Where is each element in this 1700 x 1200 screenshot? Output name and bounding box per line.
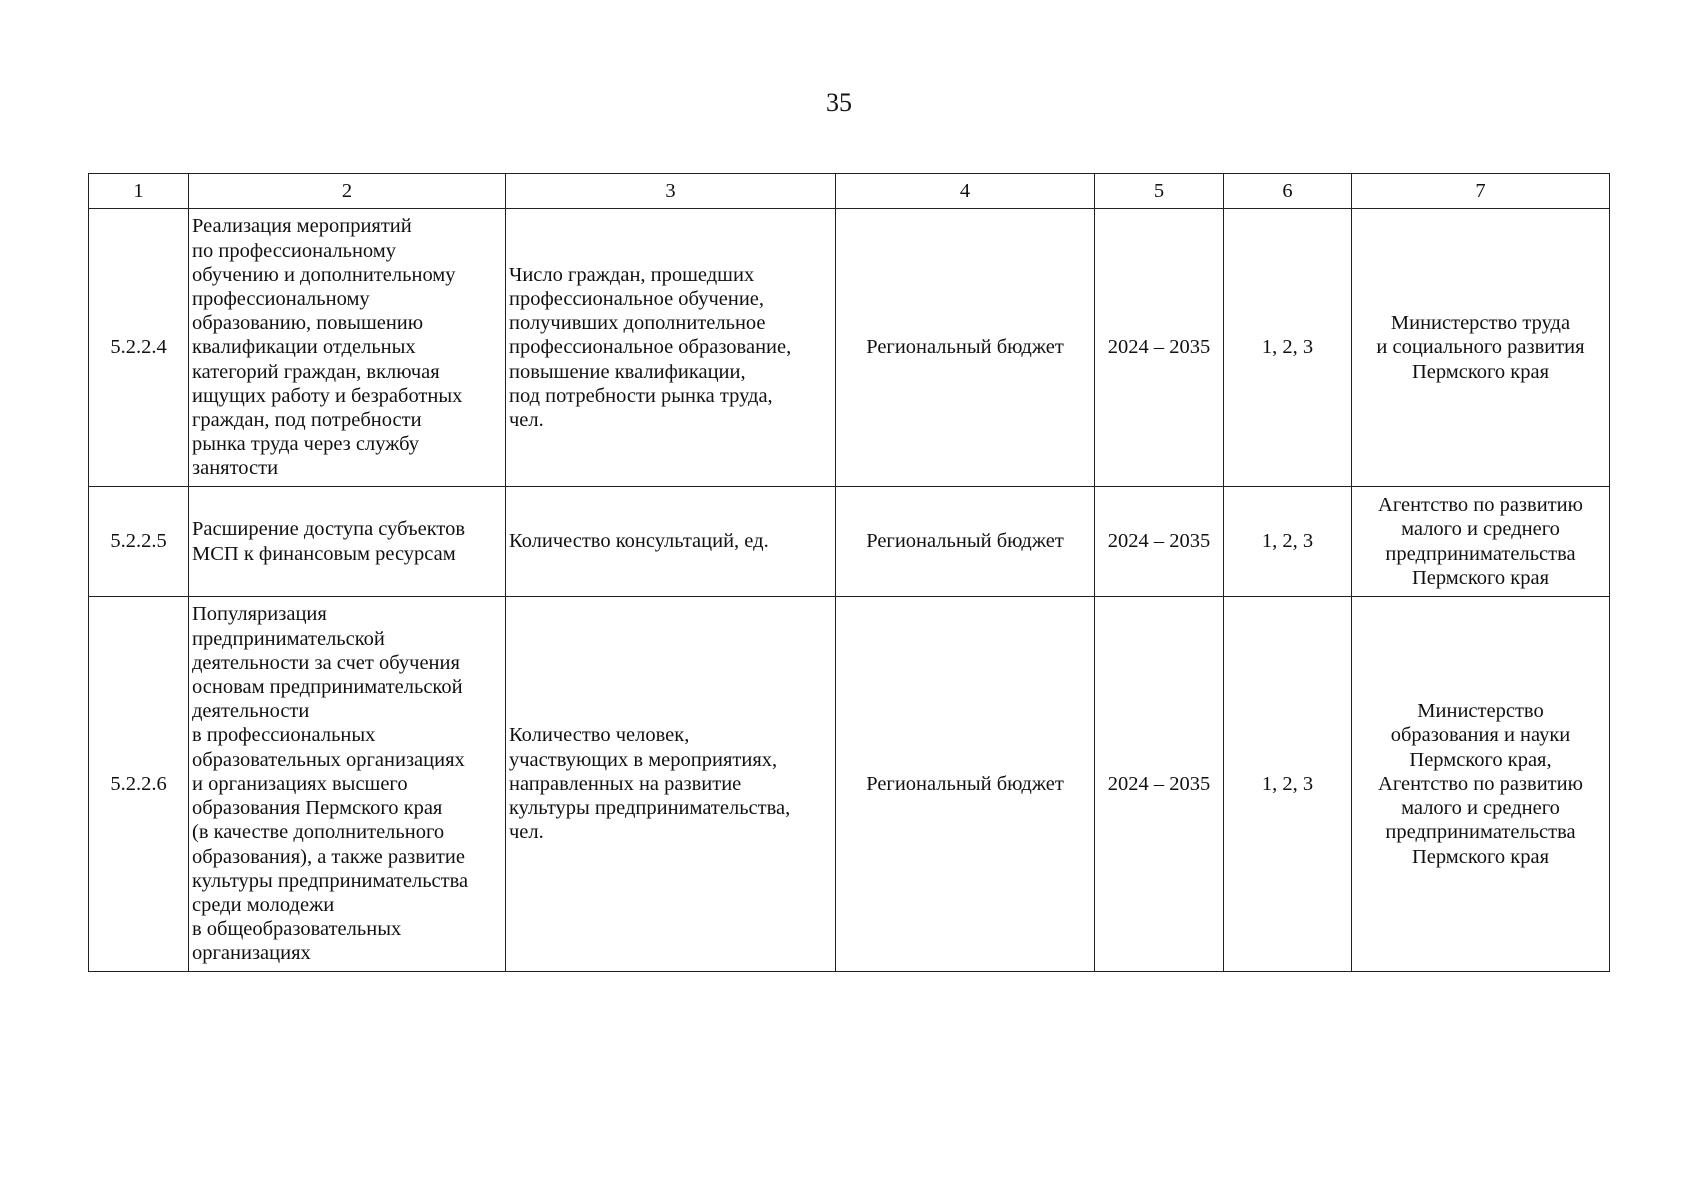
period-cell: 2024 – 2035 (1095, 487, 1224, 597)
stages-cell: 1, 2, 3 (1224, 487, 1352, 597)
column-header: 1 (89, 174, 189, 209)
executor-cell: Министерство труда и социального развития Пермского края (1352, 209, 1610, 487)
column-header: 5 (1095, 174, 1224, 209)
measures-table (88, 173, 1610, 972)
funding-cell: Региональный бюджет (836, 597, 1095, 972)
table-row (89, 597, 1610, 972)
funding-cell: Региональный бюджет (836, 209, 1095, 487)
period-cell: 2024 – 2035 (1095, 597, 1224, 972)
period-cell: 2024 – 2035 (1095, 209, 1224, 487)
column-header: 4 (836, 174, 1095, 209)
stages-cell: 1, 2, 3 (1224, 209, 1352, 487)
row-code: 5.2.2.5 (89, 487, 189, 597)
indicator-cell: Количество человек, участвующих в мероприятиях, направленных на развитие культуры предпринимательства, чел. (506, 597, 836, 972)
column-header: 6 (1224, 174, 1352, 209)
table-row (89, 209, 1610, 487)
indicator-cell: Число граждан, прошедших профессиональное обучение, получивших дополнительное профессиональное образование, повышение квалификации, под потребности рынка труда, чел. (506, 209, 836, 487)
column-header: 3 (506, 174, 836, 209)
table-header-row (89, 174, 1610, 209)
column-header: 7 (1352, 174, 1610, 209)
funding-cell: Региональный бюджет (836, 487, 1095, 597)
column-header: 2 (189, 174, 506, 209)
row-code: 5.2.2.6 (89, 597, 189, 972)
activity-cell: Популяризация предпринимательской деятельности за счет обучения основам предпринимательской деятельности в профессиональных образовательных организациях и организациях высшего образования Пермского края (в качестве дополнительного образования), а также развитие культуры предпринимательства среди молодежи в общеобразовательных организациях (189, 597, 506, 972)
page-number: 35 (826, 88, 852, 117)
table-row (89, 487, 1610, 597)
executor-cell: Агентство по развитию малого и среднего предпринимательства Пермского края (1352, 487, 1610, 597)
activity-cell: Реализация мероприятий по профессиональному обучению и дополнительному профессиональному образованию, повышению квалификации отдельных категорий граждан, включая ищущих работу и безработных граждан, под потребности рынка труда через службу занятости (189, 209, 506, 487)
activity-cell: Расширение доступа субъектов МСП к финансовым ресурсам (189, 487, 506, 597)
indicator-cell: Количество консультаций, ед. (506, 487, 836, 597)
row-code: 5.2.2.4 (89, 209, 189, 487)
executor-cell: Министерство образования и науки Пермского края, Агентство по развитию малого и среднего предпринимательства Пермского края (1352, 597, 1610, 972)
stages-cell: 1, 2, 3 (1224, 597, 1352, 972)
